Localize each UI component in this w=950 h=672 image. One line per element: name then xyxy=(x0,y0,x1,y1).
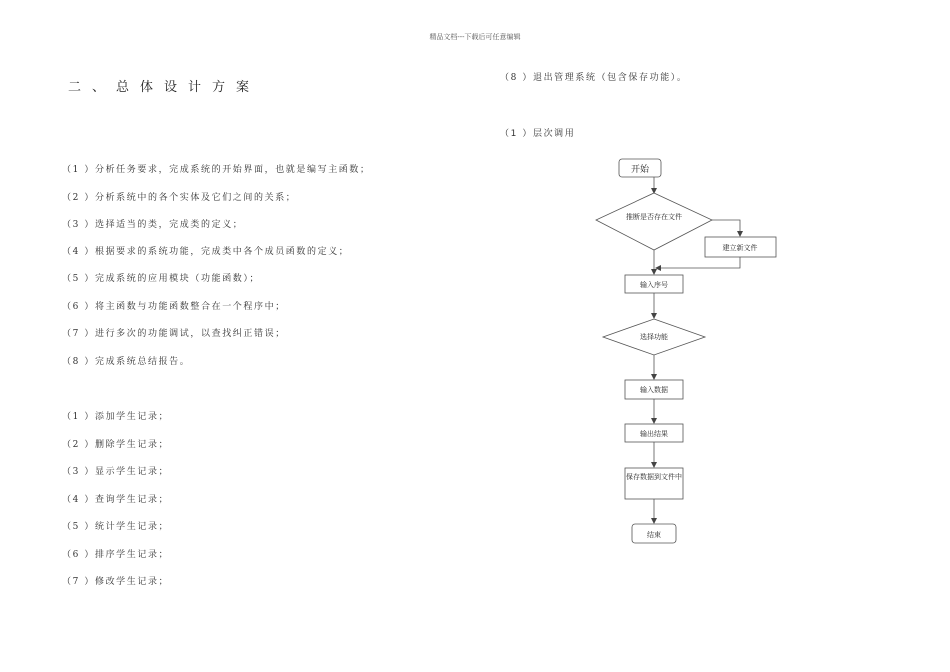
function-item-3: （3 ）显示学生记录； xyxy=(62,467,170,477)
flow-label-check-file: 推断是否存在文件 xyxy=(626,213,682,221)
flow-label-choose-function: 选择功能 xyxy=(640,333,668,341)
function-item-6: （6 ）排序学生记录； xyxy=(62,550,170,560)
flow-node-input-id xyxy=(625,275,683,293)
section-title: 二、总体设计方案 xyxy=(68,80,261,95)
design-step-8: （8 ）完成系统总结报告。 xyxy=(62,357,191,367)
function-item-8: （8 ）退出管理系统（包含保存功能）。 xyxy=(500,73,688,83)
flow-node-end xyxy=(632,524,676,543)
design-step-2: （2 ）分析系统中的各个实体及它们之间的关系； xyxy=(62,193,297,203)
flow-label-save-data: 保存数据到文件中 xyxy=(626,473,682,481)
design-step-1: （1 ）分析任务要求，完成系统的开始界面，也就是编写主函数； xyxy=(62,165,371,175)
design-step-4: （4 ）根据要求的系统功能，完成类中各个成员函数的定义； xyxy=(62,247,350,257)
flow-label-start: 开始 xyxy=(630,165,650,175)
flow-label-output-result: 输出结果 xyxy=(640,430,668,438)
flow-label-input-data: 输入数据 xyxy=(640,386,668,394)
function-item-1: （1 ）添加学生记录； xyxy=(62,412,170,422)
flow-node-choose-function xyxy=(603,319,705,355)
flow-node-check-file xyxy=(596,193,712,250)
subsection-heading: （1 ）层次调用 xyxy=(500,129,576,139)
flow-node-input-data xyxy=(625,380,683,399)
flow-node-start xyxy=(619,159,661,177)
design-step-6: （6 ）将主函数与功能函数整合在一个程序中； xyxy=(62,302,286,312)
flow-label-end: 结束 xyxy=(647,531,661,539)
flow-label-create-file: 建立新文件 xyxy=(722,244,758,252)
flow-node-output-result xyxy=(625,424,683,442)
page-header: 精品文档---下载后可任意编辑 xyxy=(429,33,521,41)
flow-node-create-file xyxy=(705,237,776,257)
arrow-check-to-create xyxy=(712,220,740,236)
flow-label-input-id: 输入序号 xyxy=(640,281,668,289)
function-item-4: （4 ）查询学生记录； xyxy=(62,495,170,505)
arrow-create-to-input-id xyxy=(656,257,740,268)
function-item-2: （2 ）删除学生记录； xyxy=(62,440,170,450)
function-item-7: （7 ）修改学生记录； xyxy=(62,577,170,587)
design-step-5: （5 ）完成系统的应用模块（功能函数）； xyxy=(62,274,261,284)
function-item-5: （5 ）统计学生记录； xyxy=(62,522,170,532)
flow-node-save-data xyxy=(625,468,683,499)
design-step-7: （7 ）进行多次的功能调试，以查找纠正错误； xyxy=(62,329,286,339)
design-step-3: （3 ）选择适当的类，完成类的定义； xyxy=(62,220,244,230)
